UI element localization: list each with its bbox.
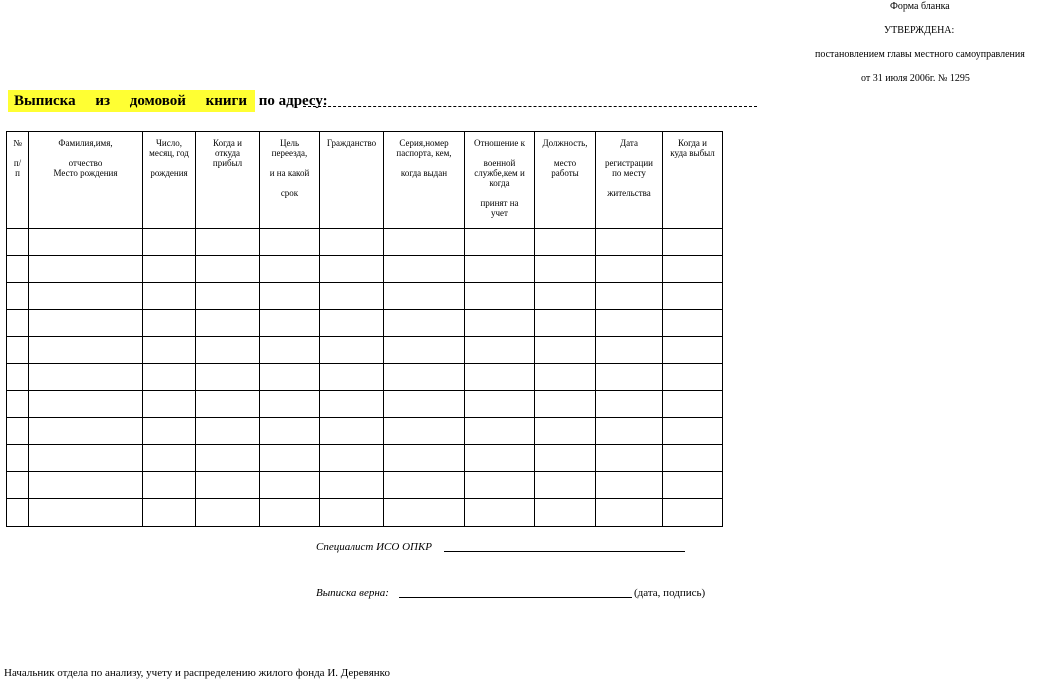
- table-cell[interactable]: [535, 364, 596, 391]
- table-cell[interactable]: [260, 391, 320, 418]
- table-cell[interactable]: [663, 364, 723, 391]
- column-header: № п/ п: [7, 132, 29, 229]
- table-cell[interactable]: [320, 445, 384, 472]
- table-cell[interactable]: [196, 445, 260, 472]
- table-cell[interactable]: [465, 364, 535, 391]
- table-row: [7, 472, 723, 499]
- table-cell[interactable]: [384, 256, 465, 283]
- table-cell[interactable]: [596, 337, 663, 364]
- title-address-label: по адресу:: [254, 93, 328, 109]
- table-cell[interactable]: [384, 337, 465, 364]
- table-cell[interactable]: [29, 445, 143, 472]
- table-cell[interactable]: [465, 283, 535, 310]
- register-table: [6, 131, 723, 527]
- table-cell[interactable]: [465, 337, 535, 364]
- table-cell[interactable]: [465, 391, 535, 418]
- table-cell[interactable]: [663, 472, 723, 499]
- table-cell[interactable]: [260, 445, 320, 472]
- table-cell[interactable]: [596, 256, 663, 283]
- table-cell[interactable]: [465, 445, 535, 472]
- table-cell[interactable]: [384, 472, 465, 499]
- table-cell[interactable]: [465, 499, 535, 527]
- table-cell[interactable]: [196, 256, 260, 283]
- footer-signature: Начальник отдела по анализу, учету и распределению жилого фонда И. Деревянко: [4, 667, 390, 679]
- table-row: [7, 364, 723, 391]
- table-cell[interactable]: [143, 418, 196, 445]
- column-header: Серия,номер паспорта, кем, когда выдан: [384, 132, 465, 229]
- table-cell[interactable]: [320, 364, 384, 391]
- table-cell[interactable]: [320, 418, 384, 445]
- table-cell[interactable]: [260, 418, 320, 445]
- table-cell[interactable]: [465, 418, 535, 445]
- table-cell[interactable]: [29, 418, 143, 445]
- table-cell[interactable]: [143, 283, 196, 310]
- table-cell[interactable]: [196, 337, 260, 364]
- table-cell[interactable]: [143, 256, 196, 283]
- table-cell[interactable]: [196, 283, 260, 310]
- title-highlighted: Выписка из домовой книги: [8, 90, 255, 112]
- column-header: Фамилия,имя, отчество Место рождения: [29, 132, 143, 229]
- table-cell[interactable]: [320, 229, 384, 256]
- table-cell[interactable]: [260, 472, 320, 499]
- table-cell[interactable]: [143, 445, 196, 472]
- table-cell[interactable]: [143, 310, 196, 337]
- table-cell[interactable]: [535, 283, 596, 310]
- table-cell[interactable]: [663, 418, 723, 445]
- decree-label: постановлением главы местного самоуправления: [815, 49, 1025, 60]
- table-cell[interactable]: [663, 391, 723, 418]
- table-row: [7, 283, 723, 310]
- table-cell[interactable]: [29, 391, 143, 418]
- table-cell[interactable]: [465, 472, 535, 499]
- table-cell[interactable]: [320, 499, 384, 527]
- table-cell[interactable]: [7, 445, 29, 472]
- table-cell[interactable]: [535, 418, 596, 445]
- table-cell[interactable]: [7, 418, 29, 445]
- form-label: Форма бланка: [890, 1, 950, 12]
- table-cell[interactable]: [29, 229, 143, 256]
- table-row: [7, 229, 723, 256]
- table-cell[interactable]: [535, 256, 596, 283]
- decree-date: от 31 июля 2006г. № 1295: [861, 73, 970, 84]
- table-cell[interactable]: [596, 391, 663, 418]
- verified-label: Выписка верна:: [316, 587, 389, 599]
- table-cell[interactable]: [7, 337, 29, 364]
- table-cell[interactable]: [29, 499, 143, 527]
- specialist-signature-line: [444, 551, 685, 552]
- table-cell[interactable]: [663, 499, 723, 527]
- table-cell[interactable]: [143, 391, 196, 418]
- table-cell[interactable]: [29, 310, 143, 337]
- table-cell[interactable]: [384, 310, 465, 337]
- table-cell[interactable]: [143, 364, 196, 391]
- table-cell[interactable]: [260, 283, 320, 310]
- address-fill-line: [303, 106, 757, 107]
- column-header: Должность, место работы: [535, 132, 596, 229]
- table-cell[interactable]: [260, 364, 320, 391]
- table-row: [7, 337, 723, 364]
- table-cell[interactable]: [260, 229, 320, 256]
- table-cell[interactable]: [7, 229, 29, 256]
- table-cell[interactable]: [196, 364, 260, 391]
- table-cell[interactable]: [596, 364, 663, 391]
- table-cell[interactable]: [663, 310, 723, 337]
- table-cell[interactable]: [320, 310, 384, 337]
- table-row: [7, 310, 723, 337]
- table-cell[interactable]: [663, 229, 723, 256]
- table-cell[interactable]: [143, 499, 196, 527]
- table-cell[interactable]: [384, 364, 465, 391]
- table-cell[interactable]: [384, 283, 465, 310]
- specialist-label: Специалист ИСО ОПКР: [316, 541, 432, 553]
- table-cell[interactable]: [7, 364, 29, 391]
- table-cell[interactable]: [196, 418, 260, 445]
- table-cell[interactable]: [29, 283, 143, 310]
- table-cell[interactable]: [320, 283, 384, 310]
- table-cell[interactable]: [663, 337, 723, 364]
- table-cell[interactable]: [143, 472, 196, 499]
- table-cell[interactable]: [596, 499, 663, 527]
- table-cell[interactable]: [465, 310, 535, 337]
- table-cell[interactable]: [596, 310, 663, 337]
- column-header: Когда и откуда прибыл: [196, 132, 260, 229]
- column-header: Отношение к военной службе,кем и когда принят на учет: [465, 132, 535, 229]
- column-header: Гражданство: [320, 132, 384, 229]
- table-row: [7, 445, 723, 472]
- table-cell[interactable]: [196, 499, 260, 527]
- verified-signature-line: [399, 597, 632, 598]
- table-cell[interactable]: [196, 310, 260, 337]
- table-cell[interactable]: [196, 391, 260, 418]
- table-cell[interactable]: [384, 418, 465, 445]
- table-cell[interactable]: [7, 472, 29, 499]
- table-cell[interactable]: [29, 364, 143, 391]
- table-cell[interactable]: [465, 256, 535, 283]
- table-cell[interactable]: [320, 337, 384, 364]
- table-header-row: [7, 132, 723, 229]
- table-cell[interactable]: [29, 256, 143, 283]
- table-cell[interactable]: [29, 337, 143, 364]
- table-cell[interactable]: [384, 391, 465, 418]
- table-cell[interactable]: [320, 472, 384, 499]
- table-cell[interactable]: [196, 229, 260, 256]
- approved-label: УТВЕРЖДЕНА:: [884, 25, 955, 36]
- column-header: Дата регистрации по месту жительства: [596, 132, 663, 229]
- table-cell[interactable]: [535, 310, 596, 337]
- column-header: Цель переезда, и на какой срок: [260, 132, 320, 229]
- table-cell[interactable]: [196, 472, 260, 499]
- document-title: [8, 90, 328, 112]
- table-cell[interactable]: [465, 229, 535, 256]
- table-cell[interactable]: [7, 256, 29, 283]
- table-cell[interactable]: [260, 256, 320, 283]
- table-cell[interactable]: [384, 499, 465, 527]
- table-cell[interactable]: [596, 418, 663, 445]
- table-row: [7, 499, 723, 527]
- table-cell[interactable]: [384, 229, 465, 256]
- table-cell[interactable]: [596, 445, 663, 472]
- column-header: Когда и куда выбыл: [663, 132, 723, 229]
- table-cell[interactable]: [143, 337, 196, 364]
- column-header: Число, месяц, год рождения: [143, 132, 196, 229]
- table-cell[interactable]: [384, 445, 465, 472]
- table-cell[interactable]: [7, 283, 29, 310]
- table-cell[interactable]: [7, 310, 29, 337]
- table-cell[interactable]: [7, 391, 29, 418]
- table-cell[interactable]: [535, 472, 596, 499]
- table-cell[interactable]: [535, 499, 596, 527]
- table-cell[interactable]: [535, 391, 596, 418]
- table-cell[interactable]: [596, 283, 663, 310]
- table-cell[interactable]: [535, 445, 596, 472]
- table-row: [7, 418, 723, 445]
- table-cell[interactable]: [535, 337, 596, 364]
- table-cell[interactable]: [596, 229, 663, 256]
- table-row: [7, 391, 723, 418]
- table-cell[interactable]: [7, 499, 29, 527]
- table-cell[interactable]: [663, 445, 723, 472]
- table-cell[interactable]: [320, 256, 384, 283]
- verified-note: (дата, подпись): [634, 587, 706, 599]
- table-cell[interactable]: [596, 472, 663, 499]
- table-row: [7, 256, 723, 283]
- table-cell[interactable]: [535, 229, 596, 256]
- table-cell[interactable]: [320, 391, 384, 418]
- table-cell[interactable]: [663, 256, 723, 283]
- table-cell[interactable]: [29, 472, 143, 499]
- table-cell[interactable]: [663, 283, 723, 310]
- table-cell[interactable]: [260, 499, 320, 527]
- table-cell[interactable]: [143, 229, 196, 256]
- table-cell[interactable]: [260, 310, 320, 337]
- table-cell[interactable]: [260, 337, 320, 364]
